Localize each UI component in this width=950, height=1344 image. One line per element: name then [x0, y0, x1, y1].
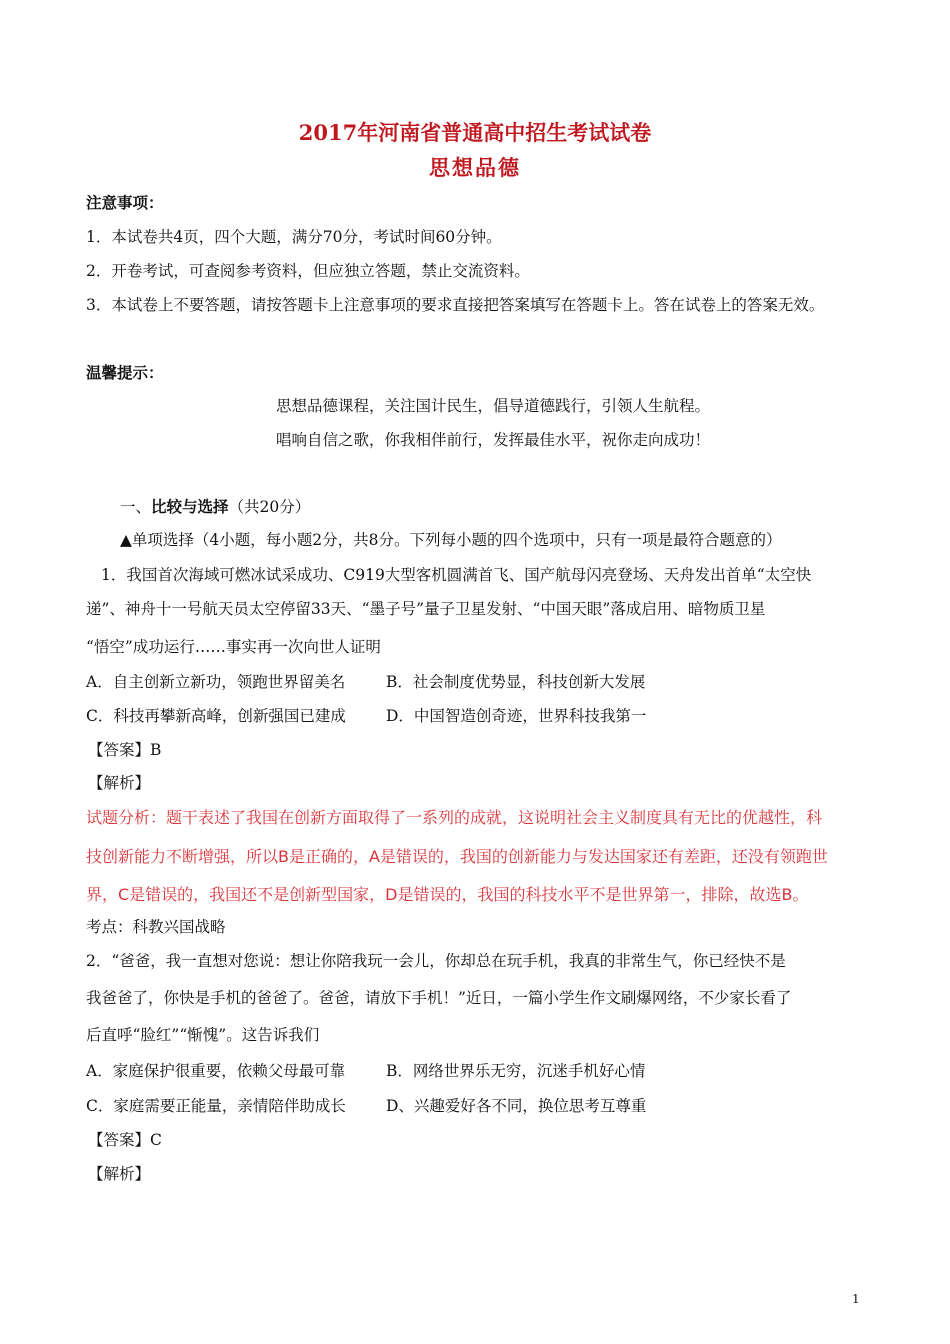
question-stem-line: 2．“爸爸，我一直想对您说：想让你陪我玩一会儿，你却总在玩手机，我真的非常生气，你已经快不是	[86, 952, 786, 970]
notice-item: 2．开卷考试，可查阅参考资料，但应独立答题，禁止交流资料。	[86, 262, 530, 280]
analysis-line: 试题分析：题干表述了我国在创新方面取得了一系列的成就，这说明社会主义制度具有无比的优越性，科	[86, 808, 823, 827]
question-stem-line: 我爸爸了，你快是手机的爸爸了。爸爸，请放下手机！”近日，一篇小学生作文刷爆网络，不少家长看了	[86, 989, 792, 1007]
subject-title: 思想品德	[429, 155, 521, 180]
tips-line: 思想品德课程，关注国计民生，倡导道德践行，引领人生航程。	[276, 397, 711, 415]
question-stem-line: 后直呼“脸红”“惭愧”。这告诉我们	[86, 1026, 320, 1044]
section-instruction: ▲单项选择（4小题，每小题2分，共8分。下列每小题的四个选项中，只有一项是最符合题意的）	[120, 531, 782, 549]
question-stem-line: “悟空”成功运行……事实再一次向世人证明	[86, 638, 381, 656]
analysis-line: 界，C是错误的，我国还不是创新型国家，D是错误的，我国的科技水平不是世界第一，排除，故选B。	[86, 885, 809, 904]
section-heading	[120, 497, 310, 517]
section-title: 比较与选择	[151, 497, 229, 516]
page-number: 1	[852, 1292, 860, 1306]
analysis-label: 【解析】	[88, 774, 151, 792]
option-b: B．社会制度优势显，科技创新大发展	[386, 673, 646, 691]
option-c: C．科技再攀新高峰，创新强国已建成	[86, 707, 346, 725]
notice-item: 3．本试卷上不要答题，请按答题卡上注意事项的要求直接把答案填写在答题卡上。答在试卷上的答案无效。	[86, 296, 825, 314]
notice-heading: 注意事项：	[86, 193, 164, 212]
answer-label: 【答案】C	[88, 1131, 162, 1149]
option-b: B．网络世界乐无穷，沉迷手机好心情	[386, 1062, 646, 1080]
analysis-label: 【解析】	[88, 1165, 151, 1183]
option-a: A．自主创新立新功，领跑世界留美名	[86, 673, 346, 691]
option-a: A．家庭保护很重要，依赖父母最可靠	[86, 1062, 346, 1080]
tips-heading: 温馨提示：	[86, 363, 164, 382]
question-stem-line: 1．我国首次海域可燃冰试采成功、C919大型客机圆满首飞、国产航母闪亮登场、天舟发出首单“太空快	[101, 566, 812, 584]
question-stem-line: 递”、神舟十一号航天员太空停留33天、“墨子号”量子卫星发射、“中国天眼”落成启用、暗物质卫星	[86, 600, 766, 618]
section-score: （共20分）	[228, 498, 311, 516]
tips-line: 唱响自信之歌，你我相伴前行，发挥最佳水平，祝你走向成功！	[276, 431, 711, 449]
option-d: D、兴趣爱好各不同，换位思考互尊重	[386, 1097, 647, 1115]
option-d: D．中国智造创奇迹，世界科技我第一	[386, 707, 647, 725]
answer-label: 【答案】B	[88, 741, 162, 759]
page-title: 2017年河南省普通高中招生考试试卷	[298, 120, 652, 145]
option-c: C．家庭需要正能量，亲情陪伴助成长	[86, 1097, 346, 1115]
notice-item: 1．本试卷共4页，四个大题，满分70分，考试时间60分钟。	[86, 228, 502, 246]
analysis-line: 技创新能力不断增强，所以B是正确的，A是错误的，我国的创新能力与发达国家还有差距，还没有领跑世	[86, 847, 828, 866]
section-prefix: 一、	[120, 498, 152, 516]
kaodian-label: 考点：科教兴国战略	[86, 918, 226, 936]
